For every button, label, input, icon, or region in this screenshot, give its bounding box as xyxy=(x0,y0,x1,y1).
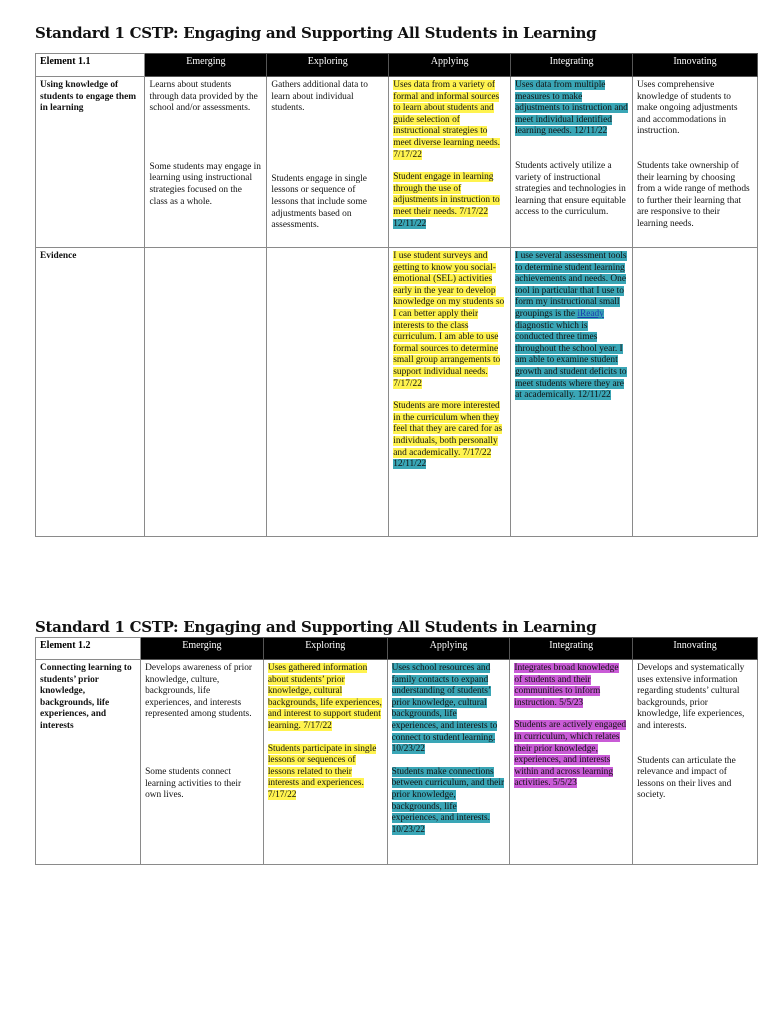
cell-exploring xyxy=(267,248,389,537)
cell-integrating xyxy=(511,248,633,537)
cell-emerging xyxy=(141,660,264,865)
highlighted-text: Uses gathered information about students’ prior knowledge, cultural backgrounds, life experiences, and interest to support student learning. 7/17/22 xyxy=(267,663,382,731)
column-header-integrating: Integrating xyxy=(510,638,633,660)
cell-applying xyxy=(389,248,511,537)
cell-applying xyxy=(389,77,511,248)
column-header-applying: Applying xyxy=(387,638,510,660)
cell-integrating xyxy=(510,660,633,865)
iready-link[interactable]: iReady xyxy=(577,308,604,319)
table-row xyxy=(36,248,758,537)
column-header-emerging: Emerging xyxy=(145,54,267,77)
cell-integrating xyxy=(511,77,633,248)
highlighted-text: Students are actively engaged in curriculum, which relates their prior knowledge, experiences, and interests within and across learning activities. 5/5/23 xyxy=(514,720,627,789)
column-header-exploring: Exploring xyxy=(263,638,387,660)
highlighted-text: I use student surveys and getting to know you social-emotional (SEL) activities early in the year to develop knowledge on my students so I can better apply their interests to the class curriculum. I am able to use formal sources to determine small group arrangements to support individual needs. 7/17/22 xyxy=(393,251,505,389)
cell-text: Gathers additional data to learn about individual students. xyxy=(271,80,368,114)
column-header-integrating: Integrating xyxy=(511,54,633,77)
header-row xyxy=(36,638,758,660)
table-row xyxy=(36,660,758,865)
highlighted-text: Uses school resources and family contacts to expand understanding of students’ prior knowledge, cultural backgrounds, life experiences, and interests to connect to student learning. 10/23/22 xyxy=(391,663,498,755)
cell-emerging xyxy=(145,248,267,537)
cell-text: Uses comprehensive knowledge of students to make ongoing adjustments and accommodations in instruction. xyxy=(636,80,738,137)
highlighted-text: Uses data from a variety of formal and informal sources to learn about students and guide selection of instructional strategies to meet diverse learning needs. 7/17/22 xyxy=(393,80,500,160)
cell-text: Learns about students through data provided by the school and/or assessments. xyxy=(149,80,258,114)
column-header-innovating: Innovating xyxy=(633,638,758,660)
cell-text: Develops and systematically uses extensive information regarding students’ cultural backgrounds, prior knowledge, life experiences, and interests. xyxy=(637,663,745,731)
cell-innovating xyxy=(632,248,757,537)
cell-innovating xyxy=(632,77,757,248)
header-row xyxy=(36,54,758,77)
cell-text: Some students may engage in learning using instructional strategies focused on the class as a whole. xyxy=(149,161,261,207)
column-header-innovating: Innovating xyxy=(632,54,757,77)
highlighted-text: Integrates broad knowledge of students and their communities to inform instruction. 5/5/23 xyxy=(514,663,619,708)
cell-innovating xyxy=(633,660,758,865)
cell-text: Students can articulate the relevance and impact of lessons on their lives and society. xyxy=(637,755,736,801)
page-title-1: Standard 1 CSTP: Engaging and Supporting All Students in Learning xyxy=(35,24,597,42)
row-label: Using knowledge of students to engage them in learning xyxy=(36,77,145,248)
cell-text: Some students connect learning activities to their own lives. xyxy=(145,766,242,801)
cell-exploring xyxy=(263,660,387,865)
highlighted-text: diagnostic which is conducted three times throughout the school year. I am able to examine student growth and student deficits to meet students where they are at academically. 12/11/22 xyxy=(515,320,627,401)
rubric-table-element-1-1 xyxy=(35,53,758,537)
highlighted-text: 12/11/22 xyxy=(393,218,427,229)
column-header-emerging: Emerging xyxy=(141,638,264,660)
column-header-exploring: Exploring xyxy=(267,54,389,77)
highlighted-text: 12/11/22 xyxy=(393,459,427,470)
table-row xyxy=(36,77,758,248)
highlighted-text: Students participate in single lessons or sequences of lessons related to their interests and experiences. 7/17/22 xyxy=(267,743,377,800)
highlighted-text: Students make connections between curriculum, and their prior knowledge, backgrounds, life experiences, and interests. 10/23/22 xyxy=(391,766,505,835)
cell-text: Students take ownership of their learning by choosing from a wide range of methods to further their learning that are responsive to their learning needs. xyxy=(636,160,750,229)
highlighted-text: I use several assessment tools to determine student learning achievements and needs. One tool in particular that I use to form my instructional small groupings is the xyxy=(515,251,627,319)
row-label-evidence: Evidence xyxy=(36,248,145,537)
cell-text: Students actively utilize a variety of instructional strategies and technologies in learning that ensure equitable access to the curriculum. xyxy=(515,160,626,218)
cell-emerging xyxy=(145,77,267,248)
page-title-2: Standard 1 CSTP: Engaging and Supporting All Students in Learning xyxy=(35,618,597,636)
highlighted-text: Student engage in learning through the use of adjustments in instruction to meet their needs. 7/17/22 xyxy=(393,172,500,217)
cell-exploring xyxy=(267,77,389,248)
cell-applying xyxy=(387,660,510,865)
cell-text: Develops awareness of prior knowledge, culture, backgrounds, life experiences, and interests represented among students. xyxy=(145,663,253,720)
row-label: Connecting learning to students’ prior knowledge, backgrounds, life experiences, and interests xyxy=(36,660,141,865)
rubric-table-element-1-2 xyxy=(35,637,758,865)
element-label: Element 1.1 xyxy=(36,54,145,77)
element-label: Element 1.2 xyxy=(36,638,141,660)
highlighted-text: Uses data from multiple measures to make adjustments to instruction and meet individual identified learning needs. 12/11/22 xyxy=(515,80,628,137)
highlighted-text: Students are more interested in the curriculum when they feel that they are cared for as individuals, both personally and academically. 7/17/22 xyxy=(393,401,503,458)
column-header-applying: Applying xyxy=(389,54,511,77)
cell-text: Students engage in single lessons or sequence of lessons that include some adjustments based on assessments. xyxy=(271,173,367,231)
